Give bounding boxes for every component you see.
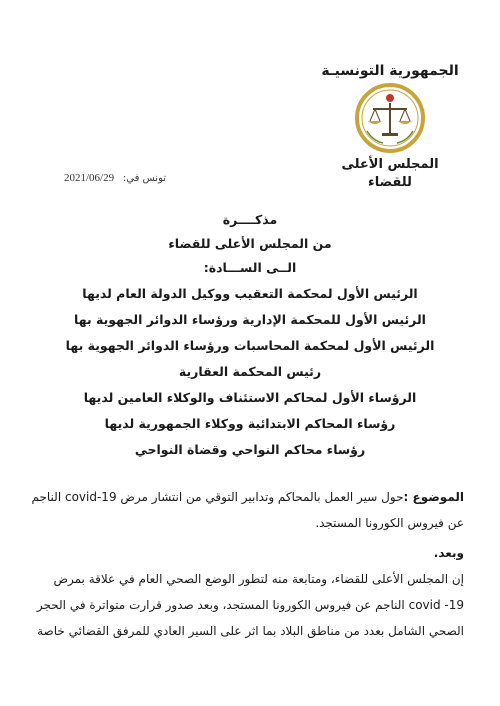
recipient-line: رؤساء محاكم النواحي وقضاة النواحي bbox=[134, 442, 366, 457]
recipient-line: الرؤساء الأول لمحاكم الاستئناف والوكلاء العامين لديها bbox=[83, 390, 417, 405]
memo-to: الــى الســـادة: bbox=[203, 260, 297, 275]
scales-of-justice-emblem-icon bbox=[353, 81, 427, 155]
recipient-line: الرئيس الأول لمحكمة المحاسبات ورؤساء الدوائر الجهوية بها bbox=[65, 338, 435, 353]
date-label: تونس في: bbox=[122, 173, 167, 184]
memo-title: مذكــــرة bbox=[222, 212, 278, 227]
recipient-line: الرئيس الأول لمحكمة التعقيب ووكيل الدولة العام لديها bbox=[82, 286, 418, 301]
recipient-line: رئيس المحكمة العقارية bbox=[178, 364, 322, 379]
subject-line bbox=[31, 484, 464, 510]
council-name: المجلس الأعلى للقضاء bbox=[341, 157, 439, 190]
country-name: الجمهورية التونسيـة bbox=[321, 63, 459, 79]
paragraph-line: إن المجلس الأعلى للقضاء، ومتابعة منه لتطور الوضع الصحي العام في علاقة بمرض bbox=[53, 572, 464, 586]
date-value: 2021/06/29 bbox=[64, 172, 115, 184]
addressee-block bbox=[40, 212, 460, 457]
greeting: وبعد. bbox=[433, 546, 464, 560]
recipient-line: الرئيس الأول للمحكمة الإدارية ورؤساء الدوائر الجهوية بها bbox=[74, 312, 426, 327]
letterhead bbox=[320, 62, 460, 192]
subject-text: حول سير العمل بالمحاكم وتدابير التوقي من انتشار مرض covid-19 الناجم bbox=[31, 490, 404, 504]
paragraph-line: الصحي الشامل بعدد من مناطق البلاد بما اثر على السير العادي للمرفق القضائي خاصة bbox=[37, 624, 464, 638]
memo-body bbox=[31, 484, 464, 644]
dateline bbox=[64, 172, 166, 184]
subject-label: الموضوع : bbox=[403, 490, 464, 504]
memo-from: من المجلس الأعلى للقضاء bbox=[168, 236, 332, 251]
paragraph-line: covid -19 الناجم عن فيروس الكورونا المستجد، وبعد صدور قرارت متواترة في الحجر bbox=[36, 598, 464, 612]
recipient-line: رؤساء المحاكم الابتدائية ووكلاء الجمهورية لديها bbox=[104, 416, 396, 431]
subject-continuation: عن فيروس الكورونا المستجد. bbox=[315, 516, 464, 530]
emblem-container bbox=[320, 80, 460, 156]
